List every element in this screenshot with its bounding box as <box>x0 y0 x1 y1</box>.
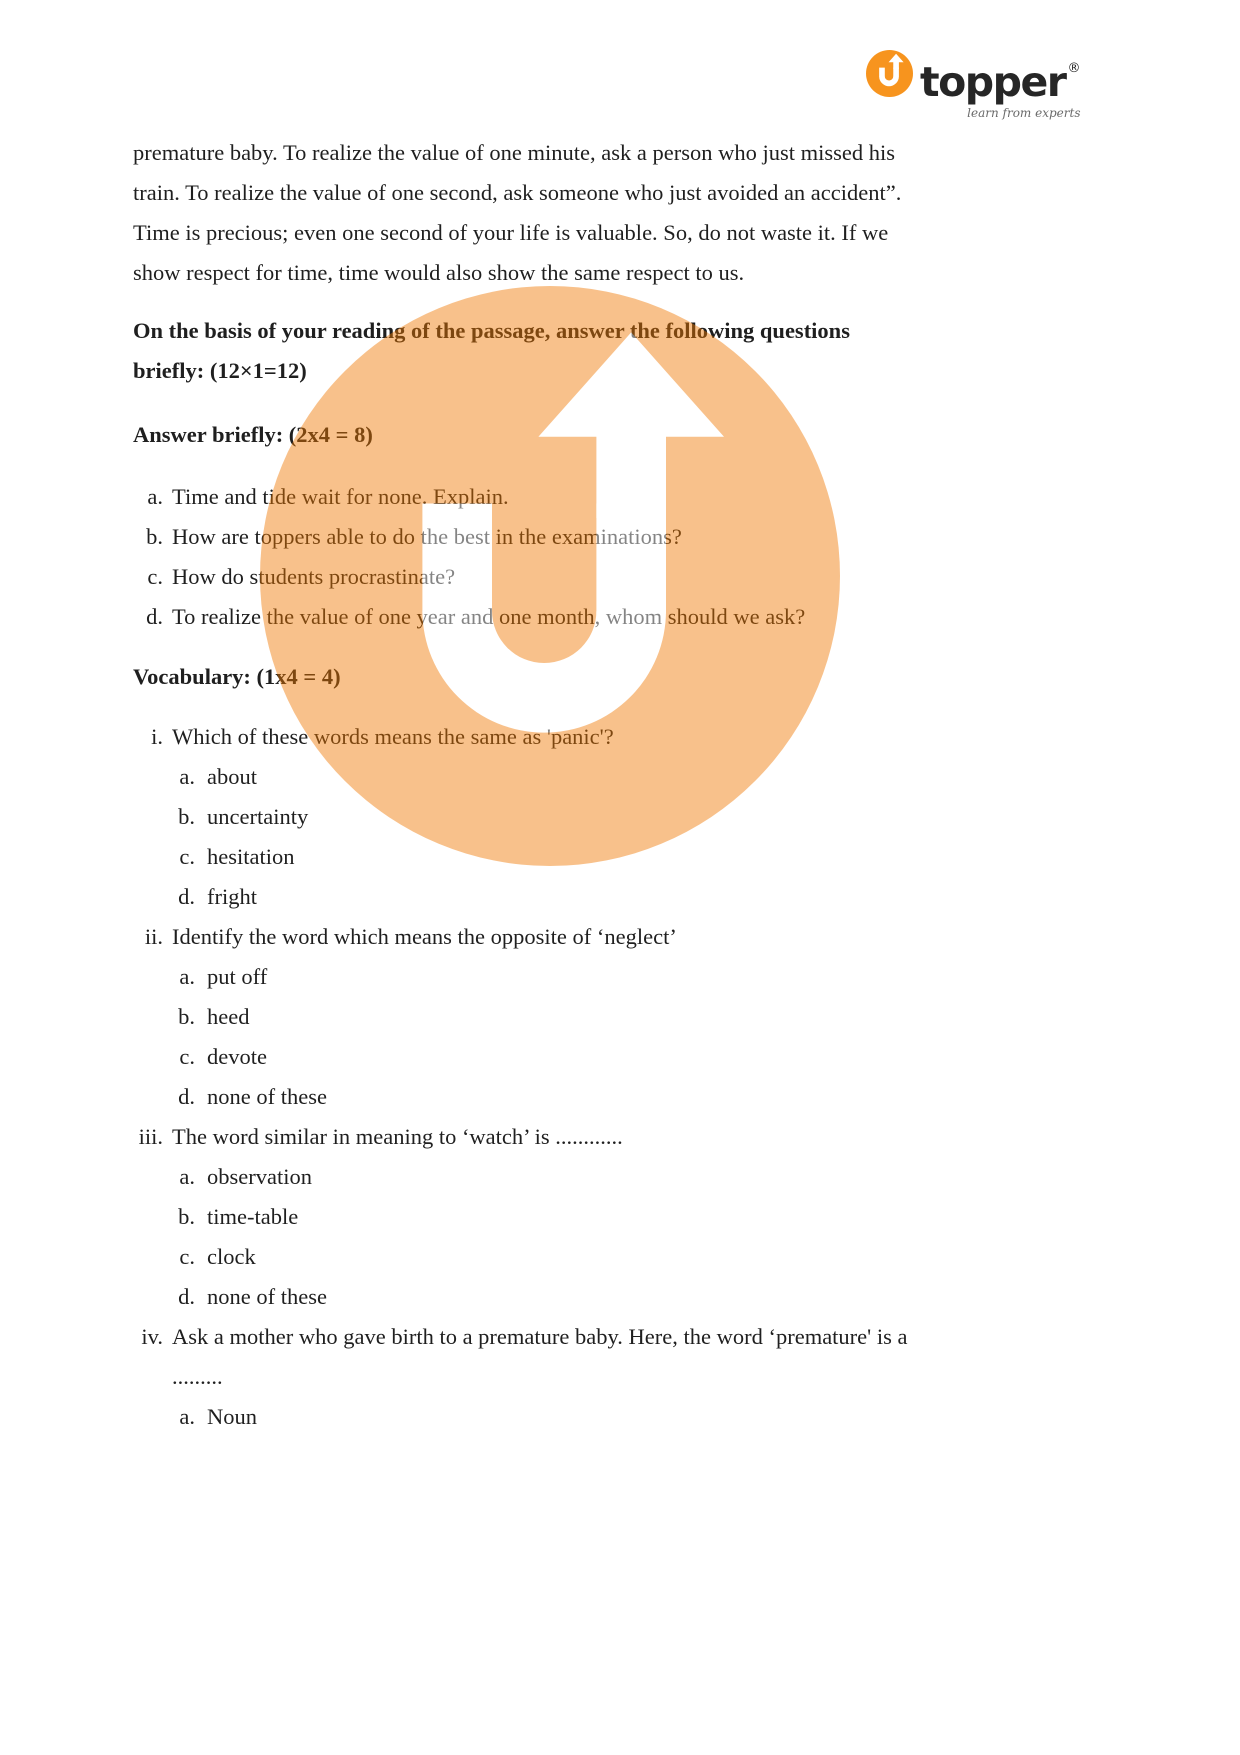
logo-text-block <box>920 46 1081 120</box>
option-text: hesitation <box>207 844 295 869</box>
question-number: iii. <box>138 1124 163 1149</box>
vocab-option <box>175 957 1118 997</box>
list-item-text: How do students procrastinate? <box>172 564 456 589</box>
option-text: devote <box>207 1044 267 1069</box>
option-text: none of these <box>207 1284 327 1309</box>
u-arrow-logo-icon <box>866 50 913 97</box>
question-text-continuation: ......... <box>172 1364 223 1389</box>
list-item-label: b. <box>146 524 163 549</box>
vocab-option <box>175 1277 1118 1317</box>
vocab-option <box>175 1237 1118 1277</box>
option-text: heed <box>207 1004 250 1029</box>
option-text: clock <box>207 1244 256 1269</box>
option-label: a. <box>179 764 195 789</box>
vocab-option <box>175 1037 1118 1077</box>
vocabulary-heading: Vocabulary: (1x4 = 4) <box>133 664 341 689</box>
vocab-option <box>175 837 1118 877</box>
option-label: c. <box>179 1244 195 1269</box>
list-item <box>133 477 1118 517</box>
list-item-label: d. <box>146 604 163 629</box>
vocab-option <box>175 997 1118 1037</box>
list-item-text: Time and tide wait for none. Explain. <box>172 484 509 509</box>
option-text: none of these <box>207 1084 327 1109</box>
option-text: uncertainty <box>207 804 309 829</box>
question-text: Identify the word which means the opposite of ‘neglect’ <box>172 924 677 949</box>
paragraph-line: premature baby. To realize the value of one minute, ask a person who just missed his <box>133 140 895 165</box>
brand-tagline: learn from experts <box>967 106 1081 120</box>
instruction-heading-line: On the basis of your reading of the passage, answer the following questions <box>133 318 850 343</box>
passage-paragraph <box>133 133 1118 293</box>
option-label: a. <box>179 1164 195 1189</box>
option-label: d. <box>178 1284 195 1309</box>
option-label: d. <box>178 884 195 909</box>
vocab-option <box>175 1397 1118 1437</box>
option-label: a. <box>179 964 195 989</box>
vocab-question <box>133 1317 1118 1357</box>
option-text: time-table <box>207 1204 299 1229</box>
list-item <box>133 597 1118 637</box>
vocab-option <box>175 1157 1118 1197</box>
list-item-text: How are toppers able to do the best in the examinations? <box>172 524 682 549</box>
instruction-heading <box>133 311 1118 391</box>
vocab-question <box>133 1117 1118 1157</box>
option-label: b. <box>178 1204 195 1229</box>
option-label: d. <box>178 1084 195 1109</box>
vocab-question <box>133 917 1118 957</box>
vocab-option <box>175 797 1118 837</box>
option-text: about <box>207 764 257 789</box>
answer-briefly-list <box>133 477 1118 637</box>
vocab-option <box>175 877 1118 917</box>
paragraph-line: train. To realize the value of one second, ask someone who just avoided an accident”. <box>133 180 902 205</box>
question-text: Which of these words means the same as 'panic'? <box>172 724 614 749</box>
option-text: put off <box>207 964 268 989</box>
vocab-question <box>133 717 1118 757</box>
question-number: ii. <box>144 924 163 949</box>
vocab-option <box>175 1077 1118 1117</box>
registered-mark: ® <box>1067 61 1081 76</box>
list-item-label: c. <box>147 564 163 589</box>
option-text: fright <box>207 884 257 909</box>
instruction-heading-line: briefly: (12×1=12) <box>133 358 307 383</box>
list-item <box>133 557 1118 597</box>
option-label: b. <box>178 804 195 829</box>
option-label: b. <box>178 1004 195 1029</box>
list-item-text: To realize the value of one year and one month, whom should we ask? <box>172 604 806 629</box>
list-item <box>133 517 1118 557</box>
paragraph-line: show respect for time, time would also show the same respect to us. <box>133 260 745 285</box>
brand-name <box>920 46 1081 105</box>
brand-wordmark: topper <box>920 58 1066 106</box>
question-number: i. <box>151 724 163 749</box>
paragraph-line: Time is precious; even one second of your life is valuable. So, do not waste it. If we <box>133 220 889 245</box>
option-label: c. <box>179 844 195 869</box>
option-label: a. <box>179 1404 195 1429</box>
answer-briefly-heading: Answer briefly: (2x4 = 8) <box>133 422 373 447</box>
vocab-option <box>175 1197 1118 1237</box>
option-text: observation <box>207 1164 312 1189</box>
document-content <box>133 133 1118 1437</box>
question-text: The word similar in meaning to ‘watch’ is ............ <box>172 1124 623 1149</box>
vocab-option <box>175 757 1118 797</box>
vocabulary-list <box>133 717 1118 1437</box>
option-label: c. <box>179 1044 195 1069</box>
list-item-label: a. <box>147 484 163 509</box>
question-number: iv. <box>141 1324 163 1349</box>
topper-logo <box>866 46 1081 120</box>
question-text: Ask a mother who gave birth to a premature baby. Here, the word ‘premature' is a <box>172 1324 908 1349</box>
option-text: Noun <box>207 1404 257 1429</box>
